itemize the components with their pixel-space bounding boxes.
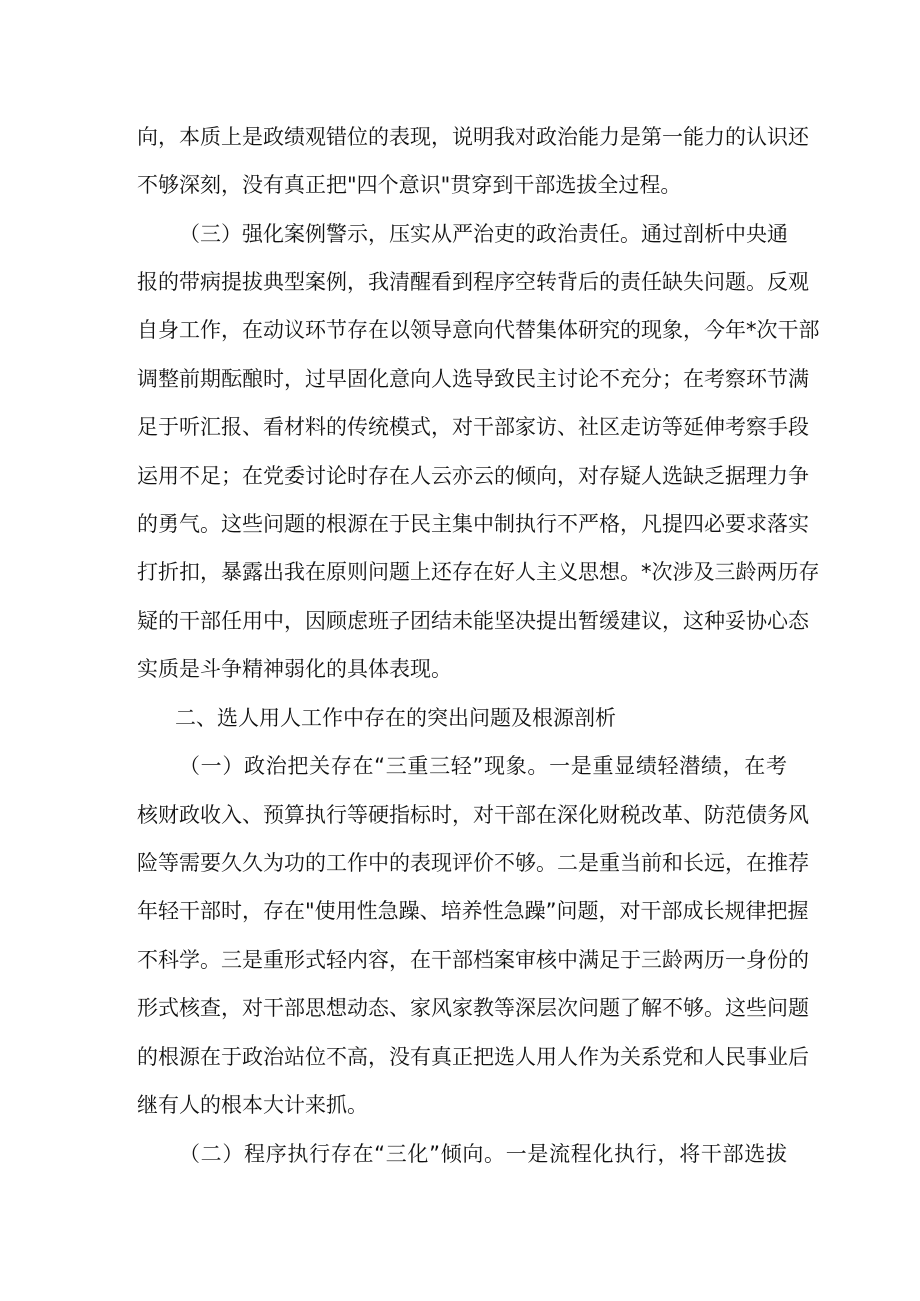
section-heading-line: （一）政治把关存在“三重三轻”现象。一是重显绩轻潜绩，在考 (179, 754, 787, 778)
paragraph-line: 险等需要久久为功的工作中的表现评价不够。二是重当前和长远，在推荐 (137, 851, 809, 875)
paragraph-line: 打折扣，暴露出我在原则问题上还存在好人主义思想。*次涉及三龄两历存 (137, 560, 820, 584)
paragraph-line: 继有人的根本大计来抓。 (137, 1093, 368, 1117)
chapter-heading: 二、选人用人工作中存在的突出问题及根源剖析 (175, 706, 616, 730)
section-heading-line: （二）程序执行存在“三化”倾向。一是流程化执行，将干部选拔 (179, 1142, 787, 1166)
section-heading-line: （三）强化案例警示，压实从严治吏的政治责任。通过剖析中央通 (179, 222, 788, 246)
paragraph-line: 核财政收入、预算执行等硬指标时，对干部在深化财税改革、防范债务风 (137, 803, 809, 827)
paragraph-line: 的根源在于政治站位不高，没有真正把选人用人作为关系党和人民事业后 (137, 1045, 809, 1069)
paragraph-line: 年轻干部时，存在"使用性急躁、培养性急躁”问题，对干部成长规律把握 (137, 899, 809, 923)
paragraph-line: 不科学。三是重形式轻内容，在干部档案审核中满足于三龄两历一身份的 (137, 948, 809, 972)
paragraph-line: 形式核查，对干部思想动态、家风家教等深层次问题了解不够。这些问题 (137, 996, 809, 1020)
paragraph-line: 不够深刻，没有真正把"四个意识"贯穿到干部选拔全过程。 (137, 173, 682, 197)
paragraph-line: 的勇气。这些问题的根源在于民主集中制执行不严格，凡提四必要求落实 (137, 512, 809, 536)
paragraph-line: 实质是斗争精神弱化的具体表现。 (137, 657, 452, 681)
paragraph-line: 足于听汇报、看材料的传统模式，对干部家访、社区走访等延伸考察手段 (137, 415, 809, 439)
paragraph-line: 疑的干部任用中，因顾虑班子团结未能坚决提出暂缓建议，这种妥协心态 (137, 609, 809, 633)
paragraph-line: 报的带病提拔典型案例，我清醒看到程序空转背后的责任缺失问题。反观 (137, 270, 809, 294)
paragraph-line: 向，本质上是政绩观错位的表现，说明我对政治能力是第一能力的认识还 (137, 125, 809, 149)
paragraph-line: 调整前期酝酿时，过早固化意向人选导致民主讨论不充分；在考察环节满 (137, 367, 809, 391)
paragraph-line: 自身工作，在动议环节存在以领导意向代替集体研究的现象，今年*次干部 (137, 318, 820, 342)
paragraph-line: 运用不足；在党委讨论时存在人云亦云的倾向，对存疑人选缺乏据理力争 (137, 464, 809, 488)
